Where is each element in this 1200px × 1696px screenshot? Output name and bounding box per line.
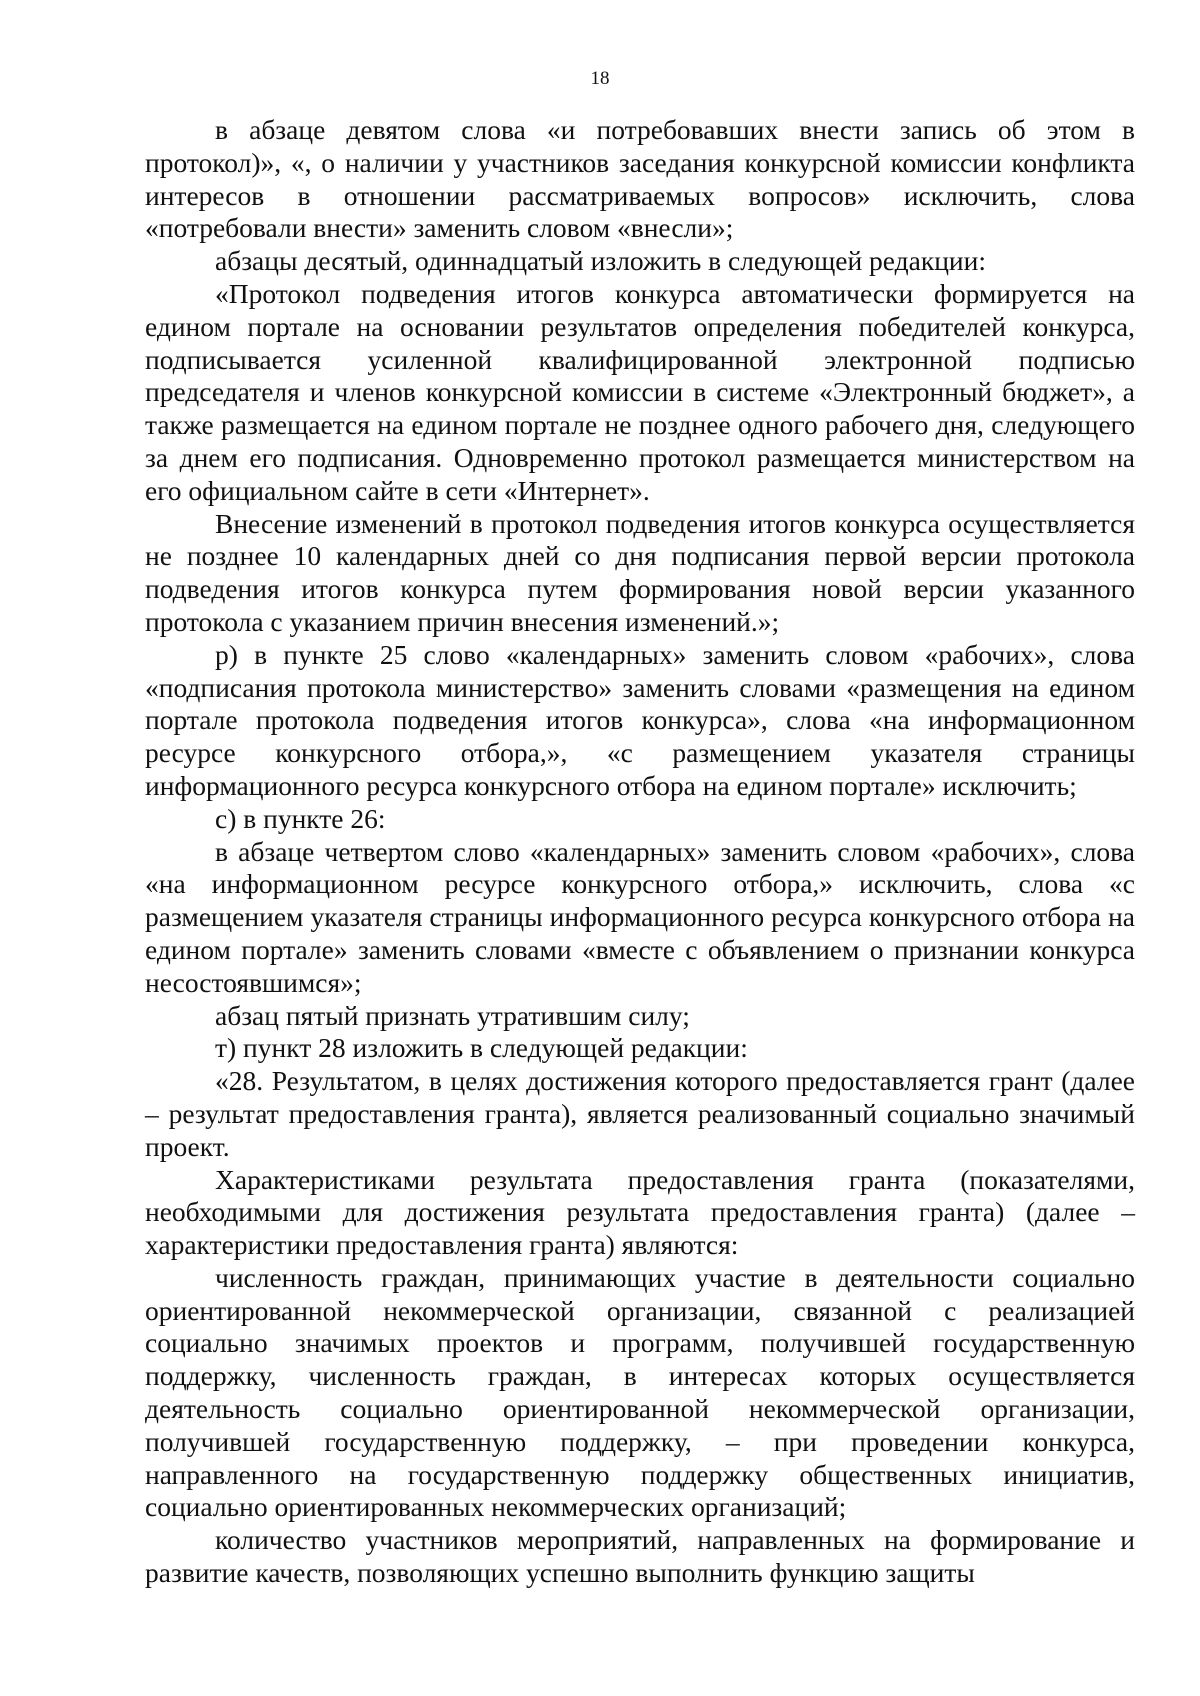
paragraph-punkt-r: р) в пункте 25 слово «календарных» заменить словом «рабочих», слова «подписания протокола министерство» заменить словами «размещения на едином портале протокола подведения итогов конкурса», слова «на информационном ресурсе конкурсного отбора,», «с размещением указателя страницы информационного ресурса конкурсного отбора на едином портале» исключить; — [145, 638, 1135, 801]
paragraph-punkt-t: т) пункт 28 изложить в следующей редакции: — [215, 1032, 748, 1064]
paragraph-vnesenie-izmenenij: Внесение изменений в протокол подведения итогов конкурса осуществляется не позднее 10 календарных дней со дня подписания первой версии протокола подведения итогов конкурса путем формирования новой версии указанного протокола с указанием причин внесения изменений.»; — [145, 507, 1135, 637]
paragraph-abzac-chetvertyj: в абзаце четвертом слово «календарных» заменить словом «рабочих», слова «на информационном ресурсе конкурсного отбора,» исключить, слова «с размещением указателя страницы информационного ресурса конкурсного отбора на едином портале» заменить словами «вместе с объявлением о признании конкурса несостоявшимся»; — [145, 835, 1135, 998]
document-body — [145, 114, 1135, 1590]
paragraph-harakteristiki: Характеристиками результата предоставления гранта (показателями, необходимыми для достижения результата предоставления гранта) (далее – характеристики предоставления гранта) являются: — [145, 1163, 1135, 1261]
page-number: 18 — [590, 68, 610, 89]
paragraph-punkt-28: «28. Результатом, в целях достижения которого предоставляется грант (далее – результат предоставления гранта), является реализованный социально значимый проект. — [145, 1065, 1135, 1162]
paragraph-abzacy-desyatyj-odinnadcatyj: абзацы десятый, одиннадцатый изложить в следующей редакции: — [215, 245, 986, 277]
paragraph-protokol-podvedeniya-itogov: «Протокол подведения итогов конкурса автоматически формируется на едином портале на основании результатов определения победителей конкурса, подписывается усиленной квалифицированной электронной подписью председателя и членов конкурсной комиссии в системе «Электронный бюджет», а также размещается на едином портале не позднее одного рабочего дня, следующего за днем его подписания. Одновременно протокол размещается министерством на его официальном сайте в сети «Интернет». — [145, 277, 1135, 506]
paragraph-chislennost-grazhdan: численность граждан, принимающих участие в деятельности социально ориентированной некоммерческой организации, связанной с реализацией социально значимых проектов и программ, получившей государственную поддержку, численность граждан, в интересах которых осуществляется деятельность социально ориентированной некоммерческой организации, получившей государственную поддержку, – при проведении конкурса, направленного на государственную поддержку общественных инициатив, социально ориентированных некоммерческих организаций; — [145, 1261, 1135, 1523]
paragraph-punkt-s: с) в пункте 26: — [215, 802, 386, 834]
paragraph-abzac-pyatyj: абзац пятый признать утратившим силу; — [215, 999, 690, 1031]
paragraph-abzac-devyatyj: в абзаце девятом слова «и потребовавших внести запись об этом в протокол)», «, о наличии у участников заседания конкурсной комиссии конфликта интересов в отношении рассматриваемых вопросов» исключить, слова «потребовали внести» заменить словом «внесли»; — [145, 114, 1135, 244]
paragraph-kolichestvo-uchastnikov: количество участников мероприятий, направленных на формирование и развитие качеств, позволяющих успешно выполнить функцию защиты — [145, 1524, 1135, 1589]
